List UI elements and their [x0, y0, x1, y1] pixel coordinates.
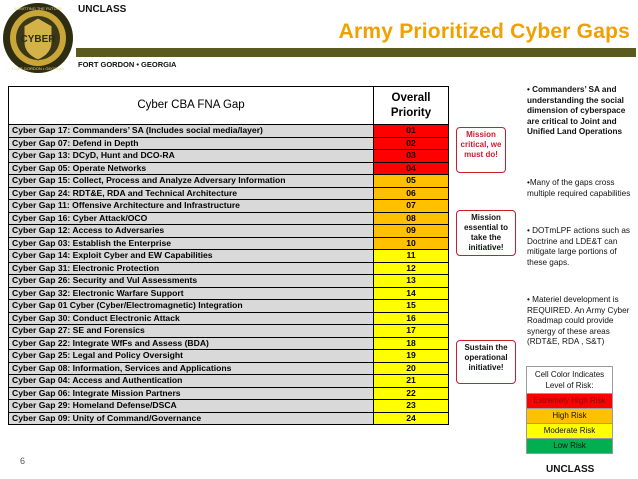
priority-cell: 21	[374, 375, 449, 388]
table-row	[9, 300, 449, 313]
priority-cell: 09	[374, 225, 449, 238]
table-row	[9, 325, 449, 338]
table-row	[9, 275, 449, 288]
callout-sustain: Sustain the operational initiative!	[456, 340, 516, 384]
table-row	[9, 350, 449, 363]
gap-name-cell: Cyber Gap 05: Operate Networks	[9, 162, 374, 175]
priority-cell: 16	[374, 312, 449, 325]
logo-ring-bottom: FORT GORDON • GEORGIA	[11, 66, 65, 71]
table-row	[9, 312, 449, 325]
gap-name-cell: Cyber Gap 25: Legal and Policy Oversight	[9, 350, 374, 363]
table-row	[9, 225, 449, 238]
gap-name-cell: Cyber Gap 30: Conduct Electronic Attack	[9, 312, 374, 325]
table-row	[9, 125, 449, 138]
priority-cell: 24	[374, 412, 449, 425]
callout-mission-critical: Mission critical, we must do!	[456, 127, 506, 173]
priority-cell: 07	[374, 200, 449, 213]
callout-mission-essential: Mission essential to take the initiative!	[456, 210, 516, 256]
legend-item-moderate: Moderate Risk	[527, 423, 612, 438]
priority-cell: 20	[374, 362, 449, 375]
header-divider	[76, 48, 636, 57]
table-row	[9, 400, 449, 413]
cyber-center-logo	[2, 2, 74, 74]
table-header-row	[9, 87, 449, 125]
table-row	[9, 150, 449, 163]
priority-cell: 23	[374, 400, 449, 413]
priority-cell: 02	[374, 137, 449, 150]
gap-name-cell: Cyber Gap 09: Unity of Command/Governance	[9, 412, 374, 425]
gap-name-cell: Cyber Gap 07: Defend in Depth	[9, 137, 374, 150]
classification-top: UNCLASS	[78, 4, 127, 15]
priority-cell: 13	[374, 275, 449, 288]
legend-item-high: High Risk	[527, 408, 612, 423]
table-row	[9, 387, 449, 400]
table-row	[9, 137, 449, 150]
table-row	[9, 162, 449, 175]
gap-name-cell: Cyber Gap 08: Information, Services and Applications	[9, 362, 374, 375]
table-row	[9, 237, 449, 250]
side-note-materiel: • Materiel development is REQUIRED. An Army Cyber Roadmap could provide synergy of these areas (RDT&E, RDA , S&T)	[527, 295, 630, 347]
gap-name-cell: Cyber Gap 03: Establish the Enterprise	[9, 237, 374, 250]
legend-item-extremely-high: Extremely High Risk	[527, 393, 612, 408]
priority-cell: 05	[374, 175, 449, 188]
page-number: 6	[20, 456, 26, 466]
logo-ring-top: ADMITTING THE FUTURE	[13, 6, 63, 11]
gap-name-cell: Cyber Gap 11: Offensive Architecture and Infrastructure	[9, 200, 374, 213]
side-note-gaps-cross: •Many of the gaps cross multiple required capabilities	[527, 178, 631, 198]
side-note-dotmlpf: • DOTmLPF actions such as Doctrine and LDE&T can mitigate large portions of these gaps.	[527, 226, 630, 267]
column-header-priority: Overall Priority	[374, 87, 449, 125]
risk-legend	[526, 366, 613, 454]
side-note-commanders-sa: • Commanders’ SA and understanding the social dimension of cyberspace are critical to Joint and Unified Land Operations	[527, 85, 626, 137]
priority-cell: 04	[374, 162, 449, 175]
column-header-gap: Cyber CBA FNA Gap	[9, 87, 374, 125]
legend-title: Cell Color Indicates Level of Risk:	[534, 370, 605, 390]
gap-name-cell: Cyber Gap 31: Electronic Protection	[9, 262, 374, 275]
gap-name-cell: Cyber Gap 01 Cyber (Cyber/Electromagnetic) Integration	[9, 300, 374, 313]
priority-cell: 03	[374, 150, 449, 163]
table-row	[9, 262, 449, 275]
gap-name-cell: Cyber Gap 04: Access and Authentication	[9, 375, 374, 388]
gap-name-cell: Cyber Gap 15: Collect, Process and Analyze Adversary Information	[9, 175, 374, 188]
priority-cell: 08	[374, 212, 449, 225]
gap-name-cell: Cyber Gap 24: RDT&E, RDA and Technical Architecture	[9, 187, 374, 200]
table-row	[9, 362, 449, 375]
table-row	[9, 200, 449, 213]
gap-name-cell: Cyber Gap 06: Integrate Mission Partners	[9, 387, 374, 400]
table-row	[9, 337, 449, 350]
logo-text: CYBER	[20, 34, 56, 45]
priority-cell: 22	[374, 387, 449, 400]
priority-cell: 10	[374, 237, 449, 250]
table-row	[9, 187, 449, 200]
gap-name-cell: Cyber Gap 17: Commanders’ SA (Includes social media/layer)	[9, 125, 374, 138]
priority-cell: 11	[374, 250, 449, 263]
priority-cell: 14	[374, 287, 449, 300]
cyber-gaps-table	[8, 86, 449, 425]
priority-cell: 19	[374, 350, 449, 363]
priority-cell: 18	[374, 337, 449, 350]
table-row	[9, 287, 449, 300]
gap-name-cell: Cyber Gap 22: Integrate WfFs and Assess (BDA)	[9, 337, 374, 350]
priority-cell: 15	[374, 300, 449, 313]
table-row	[9, 212, 449, 225]
gap-name-cell: Cyber Gap 12: Access to Adversaries	[9, 225, 374, 238]
gap-name-cell: Cyber Gap 13: DCyD, Hunt and DCO-RA	[9, 150, 374, 163]
table-row	[9, 175, 449, 188]
gap-name-cell: Cyber Gap 29: Homeland Defense/DSCA	[9, 400, 374, 413]
priority-cell: 12	[374, 262, 449, 275]
gap-name-cell: Cyber Gap 27: SE and Forensics	[9, 325, 374, 338]
priority-cell: 01	[374, 125, 449, 138]
gap-name-cell: Cyber Gap 26: Security and Vul Assessments	[9, 275, 374, 288]
gap-name-cell: Cyber Gap 32: Electronic Warfare Support	[9, 287, 374, 300]
priority-cell: 17	[374, 325, 449, 338]
table-row	[9, 250, 449, 263]
legend-item-low: Low Risk	[527, 438, 612, 453]
priority-cell: 06	[374, 187, 449, 200]
classification-bottom: UNCLASS	[546, 464, 595, 475]
page-title: Army Prioritized Cyber Gaps	[338, 20, 630, 43]
table-row	[9, 375, 449, 388]
header-subtitle: FORT GORDON • GEORGIA	[78, 60, 177, 69]
gap-name-cell: Cyber Gap 16: Cyber Attack/OCO	[9, 212, 374, 225]
table-row	[9, 412, 449, 425]
gap-name-cell: Cyber Gap 14: Exploit Cyber and EW Capabilities	[9, 250, 374, 263]
